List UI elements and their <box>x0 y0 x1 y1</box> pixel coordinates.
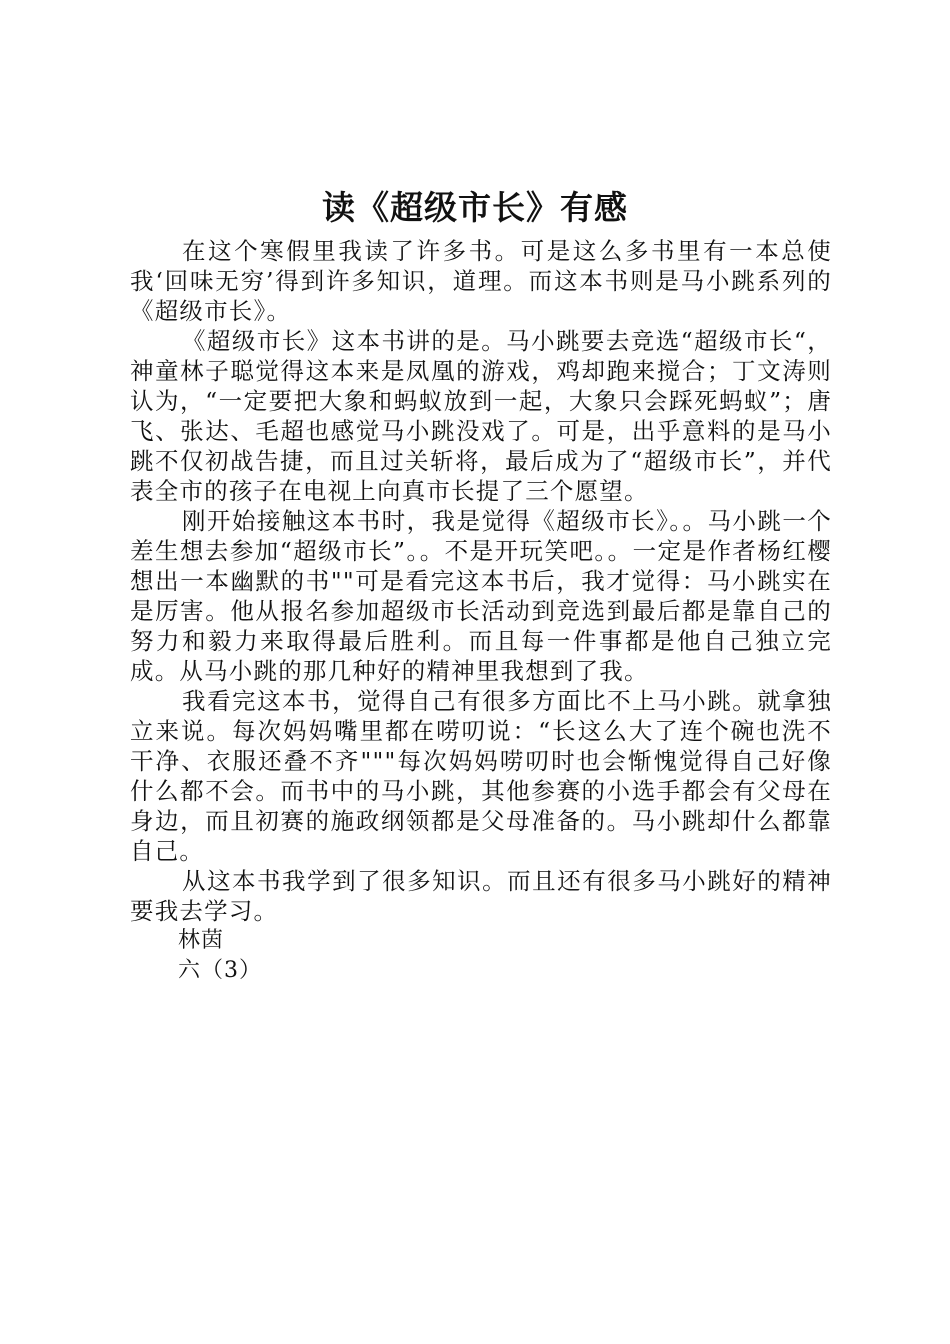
author-class: 六（3） <box>178 958 262 983</box>
paragraph-1: 在这个寒假里我读了许多书。可是这么多书里有一本总使我‘回味无穷’得到许多知识，道理。而这本书则是马小跳系列的《超级市长》。 <box>130 237 832 325</box>
paragraph-4: 我看完这本书，觉得自己有很多方面比不上马小跳。就拿独立来说。每次妈妈嘴里都在唠叨说：“长这么大了连个碗也洗不干净、衣服还叠不齐"""每次妈妈唠叨时也会惭愧觉得自己好像什么都不会。而书中的马小跳，其他参赛的小选手都会有父母在身边，而且初赛的施政纲领都是父母准备的。马小跳却什么都靠自己。 <box>130 687 832 865</box>
document-body <box>130 236 832 986</box>
paragraph-5: 从这本书我学到了很多知识。而且还有很多马小跳好的精神要我去学习。 <box>130 867 832 925</box>
paragraph-3: 刚开始接触这本书时，我是觉得《超级市长》。。马小跳一个差生想去参加“超级市长”。。不是开玩笑吧。。一定是作者杨红樱想出一本幽默的书""可是看完这本书后，我才觉得：马小跳实在是厉害。他从报名参加超级市长活动到竞选到最后都是靠自己的努力和毅力来取得最后胜利。而且每一件事都是他自己独立完成。从马小跳的那几种好的精神里我想到了我。 <box>130 507 832 685</box>
author-name: 林茵 <box>178 928 225 953</box>
paragraph-2: 《超级市长》这本书讲的是。马小跳要去竞选“超级市长“，神童林子聪觉得这本来是凤凰的游戏，鸡却跑来搅合；丁文涛则认为，“一定要把大象和蚂蚁放到一起，大象只会踩死蚂蚁”；唐飞、张达、毛超也感觉马小跳没戏了。可是，出乎意料的是马小跳不仅初战告捷，而且过关斩将，最后成为了“超级市长”，并代表全市的孩子在电视上向真市长提了三个愿望。 <box>130 327 832 505</box>
document-title: 读《超级市长》有感 <box>322 188 628 227</box>
